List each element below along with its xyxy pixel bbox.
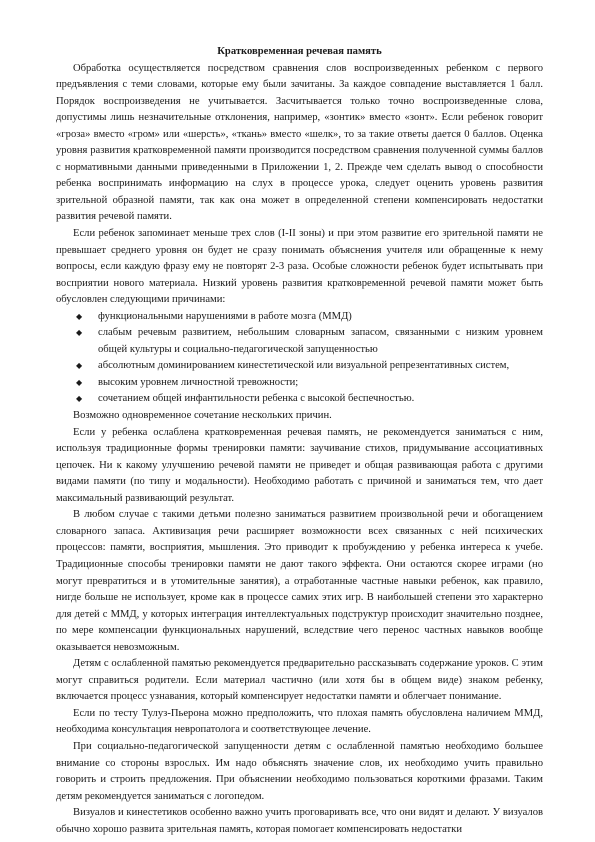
bullet-icon: ◆ <box>76 311 83 321</box>
bullet-icon: ◆ <box>76 328 83 338</box>
paragraph-8: При социально-педагогической запущенности детям с ослабленной памятью необходимо большее внимание со стороны взрослых. Им надо объяснять значение слов, их необходимо учить правильно говорить и строить предложения. При объяснении необходимо пользоваться короткими фразами. Таким детям рекомендуется заниматься с логопедом. <box>56 740 543 802</box>
document-title: Кратковременная речевая память <box>217 46 382 57</box>
paragraph-1: Обработка осуществляется посредством сравнения слов воспроизведенных ребенком с первого предъявления с теми словами, которые ему были зачитаны. За каждое совпадение выставляется 1 балл. Порядок воспроизведения не учитывается. Засчитывается только точно воспроизведенные слова, допустимы лишь незначительные отклонения, например, «зонтик» вместо «зонт». Если ребенок говорит «гроза» вместо «гром» или «шерсть», «ткань» вместо «шелк», то за такие ответы дается 0 баллов. Оценка уровня развития кратковременной памяти производится посредством сравнения полученной суммы баллов с нормативными данными приведенными в Приложении 1, 2. Прежде чем сделать вывод о способности ребенка воспринимать информацию на слух в процессе урока, следует оценить уровень развития зрительной образной памяти, так как она может в определенной степени компенсировать недостатки развития речевой памяти. <box>56 62 543 223</box>
paragraph-4: Если у ребенка ослаблена кратковременная речевая память, не рекомендуется заниматься с ним, используя традиционные формы тренировки памяти: заучивание стихов, придумывание ассоциативных цепочек. Ни к какому улучшению речевой памяти не приведет и общая развивающая работа с другими видами памяти (по типу и модальности). Необходимо работать с причиной и заниматься тем, что дает максимальный развивающий результат. <box>56 426 543 504</box>
list-item: ◆ функциональными нарушениями в работе мозга (ММД) <box>68 309 543 326</box>
causes-list <box>56 309 543 408</box>
list-item: ◆ высоким уровнем личностной тревожности; <box>68 375 543 392</box>
paragraph-9: Визуалов и кинестетиков особенно важно учить проговаривать все, что они видят и делают. У визуалов обычно хорошо развита зрительная память, которая помогает компенсировать недостатки <box>56 807 543 835</box>
paragraph-5: В любом случае с такими детьми полезно заниматься развитием произвольной речи и обогащением словарного запаса. Активизация речи расширяет возможности всех связанных с ней психических процессов: памяти, восприятия, мышления. Это приводит к пробуждению у ребенка интереса к учебе. Традиционные способы тренировки памяти не дают такого эффекта. Они остаются скорее играми (но могут превратиться и в утомительные занятия), а отработанные частные навыки ребенок, как правило, нигде больше не использует, кроме как в процессе самих этих игр. В наибольшей степени это характерно для детей с ММД, у которых интеграция интеллектуальных подструктур происходит значительно позднее, по мере компенсации функциональных нарушений, вследствие чего перенос частных навыков вообще оказывается невозможным. <box>56 509 543 653</box>
list-item: ◆ слабым речевым развитием, небольшим словарным запасом, связанными с низким уровнем общей культуры и социально-педагогической запущенностью <box>76 327 543 355</box>
paragraph-6: Детям с ослабленной памятью рекомендуется предварительно рассказывать содержание уроков. С этим могут справиться родители. Если материал частично (или хотя бы в общем виде) знаком ребенку, включается процесс узнавания, который компенсирует недостатки памяти и облегчает понимание. <box>56 658 543 703</box>
paragraph-7: Если по тесту Тулуз-Пьерона можно предположить, что плохая память обусловлена наличием ММД, необходима консультация невропатолога и соответствующее лечение. <box>56 707 543 736</box>
paragraph-2: Если ребенок запоминает меньше трех слов (I-II зоны) и при этом развитие его зрительной памяти не превышает среднего уровня он будет не сразу понимать объяснения учителя или обращенные к нему вопросы, если каждую фразу ему не повторят 2-3 раза. Особые сложности ребенок будет испытывать при восприятии нового материала. Низкий уровень развития кратковременной речевой памяти может быть обусловлен следующими причинами: <box>56 228 543 306</box>
list-item: ◆ абсолютным доминированием кинестетической или визуальной репрезентативных систем, <box>68 358 543 375</box>
bullet-icon: ◆ <box>76 377 83 387</box>
bullet-icon: ◆ <box>76 361 83 371</box>
bullet-icon: ◆ <box>76 394 83 404</box>
paragraph-3: Возможно одновременное сочетание нескольких причин. <box>73 410 332 422</box>
list-item: ◆ сочетанием общей инфантильности ребенка с высокой беспечностью. <box>68 391 543 408</box>
